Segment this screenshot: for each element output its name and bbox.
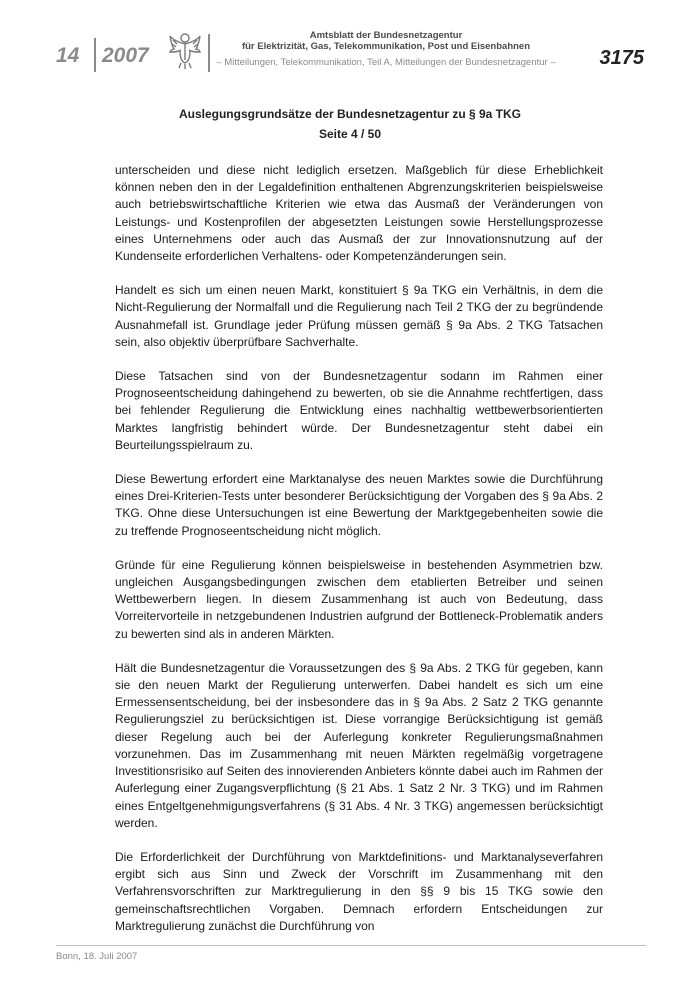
paragraph-2: Handelt es sich um einen neuen Markt, konstituiert § 9a TKG ein Verhältnis, in dem die Nicht-Regulierung der Normalfall und die Regulierung nach Teil 2 TKG der zu begründende Ausnahmefall ist. Grundlage jeder Prüfung müssen gemäß § 9a Abs. 2 TKG Tatsachen sein, also objektiv überprüfbare Sachverhalte. (115, 283, 603, 349)
paragraph-7: Die Erforderlichkeit der Durchführung von Marktdefinitions- und Marktanalyseverfahren ergibt sich aus Sinn und Zweck der Vorschrift im Zusammenhang mit den Verfahrensvorschriften zur Marktregulierung in den §§ 9 bis 15 TKG sowie den gemeinschaftsrechtlichen Vorgaben. Demnach erfordern Entscheidungen zur Marktregulierung zunächst die Durchführung von (115, 849, 603, 933)
body-text (115, 162, 603, 952)
publication-name: Amtsblatt der Bundesnetzagentur (309, 30, 463, 41)
paragraph-6: Hält die Bundesnetzagentur die Voraussetzungen des § 9a Abs. 2 TKG für gegeben, kann sie den neuen Markt der Regulierung unterwerfen. Dabei handelt es sich um eine Ermessensentscheidung, bei der insbesondere das in § 9a Abs. 2 Satz 2 TKG genannte Regulierungsziel zu berücksichtigen ist. Diese vorrangige Berücksichtigung ist gemäß dieser Regelung auch bei der Auferlegung konkreter Regulierungsmaßnahmen vorzunehmen. Das im Zusammenhang mit neuen Märkten regelmäßig vorgetragene Investitionsrisiko auf Seiten des innovierenden Anbieters könnte dabei auch im Rahmen der Auferlegung einer Zugangsverpflichtung (§ 21 Abs. 1 Satz 2 Nr. 3 TKG) und im Rahmen eines Entgeltgenehmigungsverfahrens (§ 31 Abs. 4 Nr. 3 TKG) angemessen berücksichtigt werden. (115, 660, 603, 830)
paragraph-5: Gründe für eine Regulierung können beispielsweise in bestehenden Asymmetrien bzw. ungleichen Ausgangsbedingungen zwischen dem etablierten Betreiber und seinen Wettbewerbern liegen. In diesem Zusammenhang ist auch von Bedeutung, dass Vorreitervorteile in netzgebundenen Industrien aufgrund der Bottleneck-Problematik anders zu bewerten sind als in anderen Märkten. (115, 557, 603, 641)
issue-number: 14 (56, 44, 80, 67)
issue-divider (94, 38, 96, 72)
document-page-indicator: Seite 4 / 50 (318, 127, 382, 141)
paragraph-4: Diese Bewertung erfordert eine Marktanalyse des neuen Marktes sowie die Durchführung eines Drei-Kriterien-Tests unter besonderer Berücksichtigung der Vorgaben des § 9a Abs. 2 TKG. Ohne diese Untersuchungen ist eine Bewertung der Marktgegebenheiten sowie die zu treffende Prognoseentscheidung nicht möglich. (115, 472, 603, 538)
publication-scope: für Elektrizität, Gas, Telekommunikation, Post und Eisenbahnen (241, 41, 531, 52)
paragraph-1: unterscheiden und diese nicht lediglich ersetzen. Maßgeblich für diese Erheblichkeit können neben den in der Legaldefinition enthaltenen Abgrenzungskriterien beispielsweise auch betriebswirtschaftliche Kriterien wie etwa das Ausmaß der Veränderungen von Leistungs- und Kostenprofilen der abgesetzten Leistungen sowie Herstellungsprozesse eines Unternehmens oder auch das Ausmaß der zur Innovationsnutzung auf der Kundenseite erforderlichen Verhaltens- oder Kompetenzänderungen sein. (115, 163, 603, 264)
page-number: 3175 (599, 47, 644, 69)
footer-divider (56, 945, 646, 946)
paragraph-3: Diese Tatsachen sind von der Bundesnetzagentur sodann im Rahmen einer Prognoseentscheidung dahingehend zu bewerten, ob sie die Annahme rechtfertigen, dass bei fehlender Regulierung die Entwicklung eines nachhaltig wettbewerbsorientierten Marktes langfristig behindert würde. Der Bundesnetzagentur steht dabei ein Beurteilungsspielraum zu. (115, 369, 603, 452)
issue-year: 2007 (102, 44, 149, 67)
publication-section: – Mitteilungen, Telekommunikation, Teil A, Mitteilungen der Bundesnetzagentur – (216, 57, 556, 68)
footer-place-date: Bonn, 18. Juli 2007 (56, 951, 138, 962)
federal-eagle-icon (168, 30, 202, 70)
header-divider (208, 34, 210, 72)
publication-header (214, 30, 558, 70)
document-title: Auslegungsgrundsätze der Bundesnetzagentur zu § 9a TKG (178, 107, 522, 121)
